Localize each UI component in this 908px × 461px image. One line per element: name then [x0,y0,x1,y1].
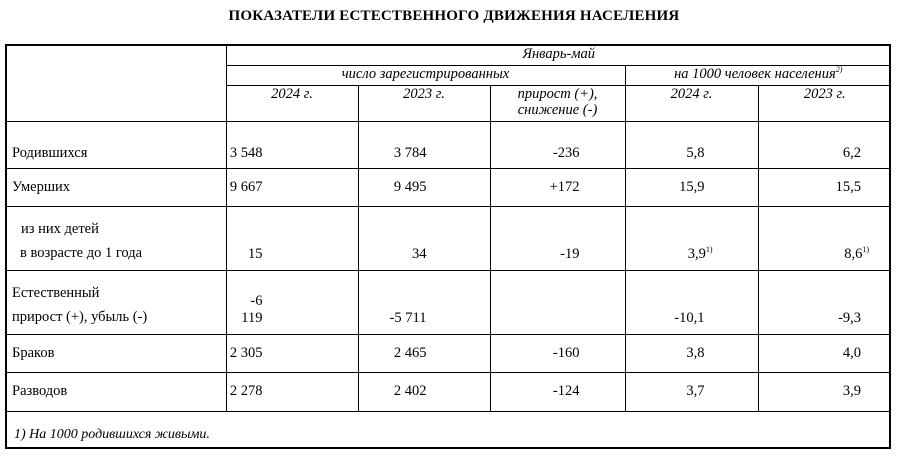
cell-2024: 2 278 [226,372,358,411]
cell-2024: 9 667 [226,168,358,206]
header-col-rate-2023: 2023 г. [758,85,891,121]
population-table [5,44,891,412]
row-label: Браков [5,334,226,372]
header-col-rate-2024: 2024 г. [625,85,758,121]
cell-rate-2023: 3,9 [758,372,891,411]
row-label-line2: в возрасте до 1 года [20,244,143,261]
header-col-change-line1: прирост (+), [517,85,598,102]
header-col-2023: 2023 г. [358,85,490,121]
page-title: ПОКАЗАТЕЛИ ЕСТЕСТВЕННОГО ДВИЖЕНИЯ НАСЕЛЕНИЯ [228,8,680,24]
cell-change: +172 [490,168,625,206]
cell-2023: 2 465 [358,334,490,372]
cell-rate-2024: 5,8 [625,121,758,168]
cell-2024: 2 305 [226,334,358,372]
cell-rate-2023: -9,3 [758,270,891,334]
cell-rate-value: 8,6 [844,245,863,262]
header-row-columns [5,85,891,121]
header-col-change [490,85,625,121]
row-label: Умерших [5,168,226,206]
table-row [5,270,891,334]
cell-rate-2023 [758,206,891,270]
row-label: Разводов [5,372,226,411]
cell-change: -236 [490,121,625,168]
cell-change: -19 [490,206,625,270]
cell-2024: -6 119 [226,270,358,334]
cell-change [490,270,625,334]
cell-rate-2024: -10,1 [625,270,758,334]
cell-rate-2024: 15,9 [625,168,758,206]
cell-2023: 34 [358,206,490,270]
cell-change: -124 [490,372,625,411]
table-row [5,121,891,168]
cell-2023: 3 784 [358,121,490,168]
table-row [5,206,891,270]
cell-change: -160 [490,334,625,372]
cell-2024: 15 [226,206,358,270]
cell-rate-2024: 3,7 [625,372,758,411]
cell-rate-2023: 15,5 [758,168,891,206]
header-group-per-1000-text: на 1000 человек населения [674,65,836,82]
footnote-marker: 1) [862,244,869,254]
cell-rate-2023: 6,2 [758,121,891,168]
cell-2023: 2 402 [358,372,490,411]
header-col-change-line2: снижение (-) [517,101,598,118]
header-corner [5,85,226,121]
cell-rate-2023: 4,0 [758,334,891,372]
row-label-line2: прирост (+), убыль (-) [12,308,148,325]
row-label-line1: Естественный [12,284,100,301]
cell-2023: 9 495 [358,168,490,206]
header-group-registered: число зарегистрированных [226,65,625,85]
row-label-line1: из них детей [21,220,99,237]
footnote-marker: 1) [705,244,713,254]
cell-rate-2024: 3,8 [625,334,758,372]
header-col-2024: 2024 г. [226,85,358,121]
header-row-groups [5,65,891,85]
table-row [5,334,891,372]
cell-2023: -5 711 [358,270,490,334]
header-corner [5,65,226,85]
row-label: Родившихся [5,121,226,168]
table-row [5,372,891,411]
footnote: 1) На 1000 родившихся живыми. [14,427,210,442]
cell-rate-2024 [625,206,758,270]
header-period: Январь-май [226,44,891,65]
table-row [5,168,891,206]
header-row-period [5,44,891,65]
row-label [5,206,226,270]
header-note-marker: 2) [835,64,843,74]
cell-2024: 3 548 [226,121,358,168]
header-corner [5,44,226,65]
row-label [5,270,226,334]
cell-rate-value: 3,9 [687,245,706,262]
header-group-per-1000 [625,65,891,85]
